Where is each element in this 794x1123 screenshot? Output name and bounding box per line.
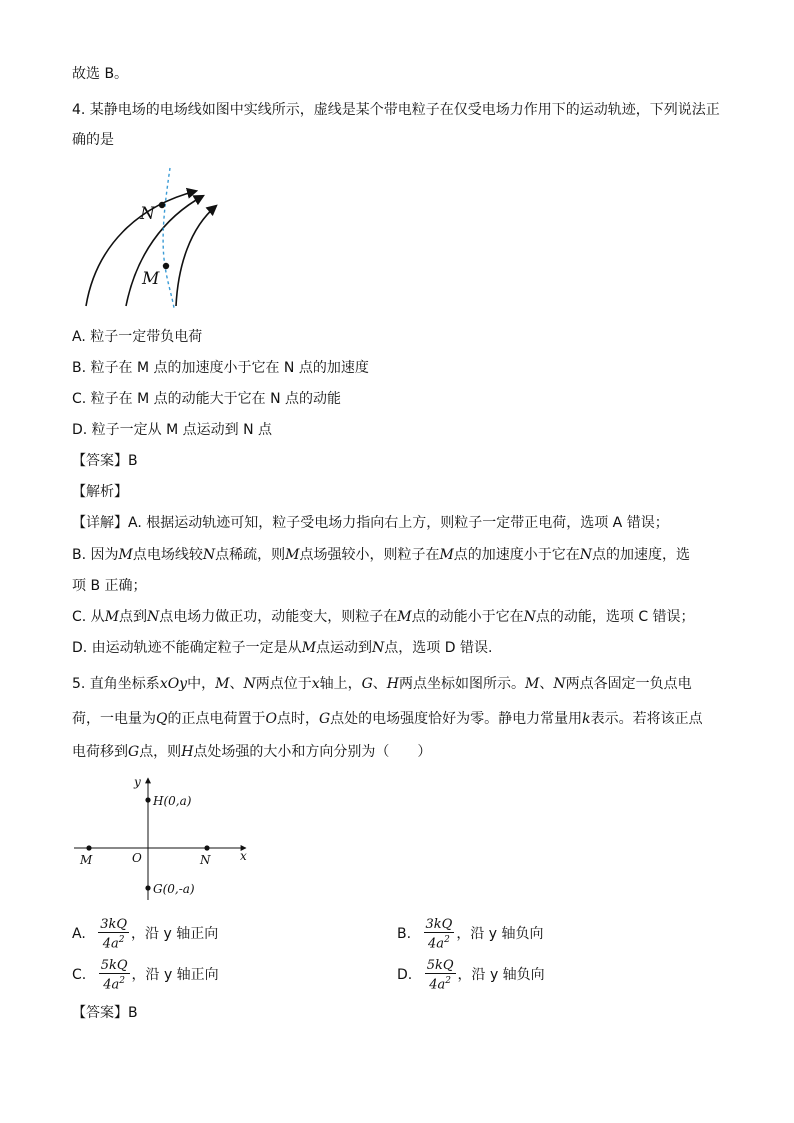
label-H: H(0,a) [153,794,192,808]
point-N-charge [204,845,209,850]
q4-option-d: D. 粒子一定从 M 点运动到 N 点 [72,422,273,438]
label-M-q5: M [80,853,93,867]
point-H [145,797,150,802]
q5-option-d: D. $\frac{5kQ}{4a^2}$ ，沿 y 轴负向 [397,958,545,993]
q5-option-b: B. $\frac{3kQ}{4a^2}$ ，沿 y 轴负向 [397,917,544,952]
label-M: M [142,269,160,289]
q5-option-c: C. $\frac{5kQ}{4a^2}$ ，沿 y 轴正向 [72,958,219,993]
previous-conclusion: 故选 B。 [72,66,129,82]
q4-detail-b-line1: B. 因为M点电场线较N点稀疏，则M点场强较小，则粒子在M点的加速度小于它在N点的加速度，选 [72,547,691,563]
q4-detail-d: D. 由运动轨迹不能确定粒子一定是从M点运动到N点，选项 D 错误. [72,640,493,656]
q4-field-figure [78,166,228,311]
q5-answer-label: 【答案】 [72,1005,128,1021]
field-line-right [176,206,216,306]
q4-option-c: C. 粒子在 M 点的动能大于它在 N 点的动能 [72,391,342,407]
q5-coordinate-figure [70,772,260,904]
q5-answer [72,1003,138,1023]
q4-answer [72,451,138,471]
q5-option-a: A. $\frac{3kQ}{4a^2}$ ，沿 y 轴正向 [72,917,219,952]
detail-a-text: A. 根据运动轨迹可知，粒子受电场力指向右上方，则粒子一定带正电荷，选项 A 错误； [128,515,669,531]
point-M-charge [86,845,91,850]
label-N-q5: N [200,853,211,867]
label-N: N [140,204,155,224]
q4-stem-line1: 4. 某静电场的电场线如图中实线所示，虚线是某个带电粒子在仅受电场力作用下的运动轨迹，下列说法正 [72,102,720,118]
trajectory-dashed [163,168,174,308]
y-axis-label: y [134,775,141,789]
q4-option-a: A. 粒子一定带负电荷 [72,329,203,345]
label-O: O [132,851,142,865]
q4-stem-line2: 确的是 [72,132,114,148]
point-N [159,202,165,208]
detail-label: 【详解】 [72,515,128,531]
q4-detail-c: C. 从M点到N点电场力做正功，动能变大，则粒子在M点的动能小于它在N点的动能，选项 C 错误； [72,609,695,625]
label-G: G(0,-a) [153,882,195,896]
point-M [163,263,169,269]
q4-option-b: B. 粒子在 M 点的加速度小于它在 N 点的加速度 [72,360,369,376]
q5-stem-line3: 电荷移到G点，则H点处场强的大小和方向分别为（ ） [72,744,432,760]
q4-detail-b-line2: 项 B 正确； [72,578,147,594]
q5-stem-line1: 5. 直角坐标系xOy中，M、N两点位于x轴上，G、H两点坐标如图所示。M、N两点各固定一负点电 [72,676,692,692]
answer-label: 【答案】 [72,453,128,469]
q5-stem-line2: 荷，一电量为Q的正点电荷置于O点时，G点处的电场强度恰好为零。静电力常量用k表示。若将该正点 [72,711,703,727]
q5-answer-value: B [128,1005,138,1021]
q4-analysis-label: 【解析】 [72,484,128,500]
x-axis-label: x [240,849,247,863]
q4-detail-a [72,513,669,533]
point-G [145,885,150,890]
answer-value: B [128,453,138,469]
